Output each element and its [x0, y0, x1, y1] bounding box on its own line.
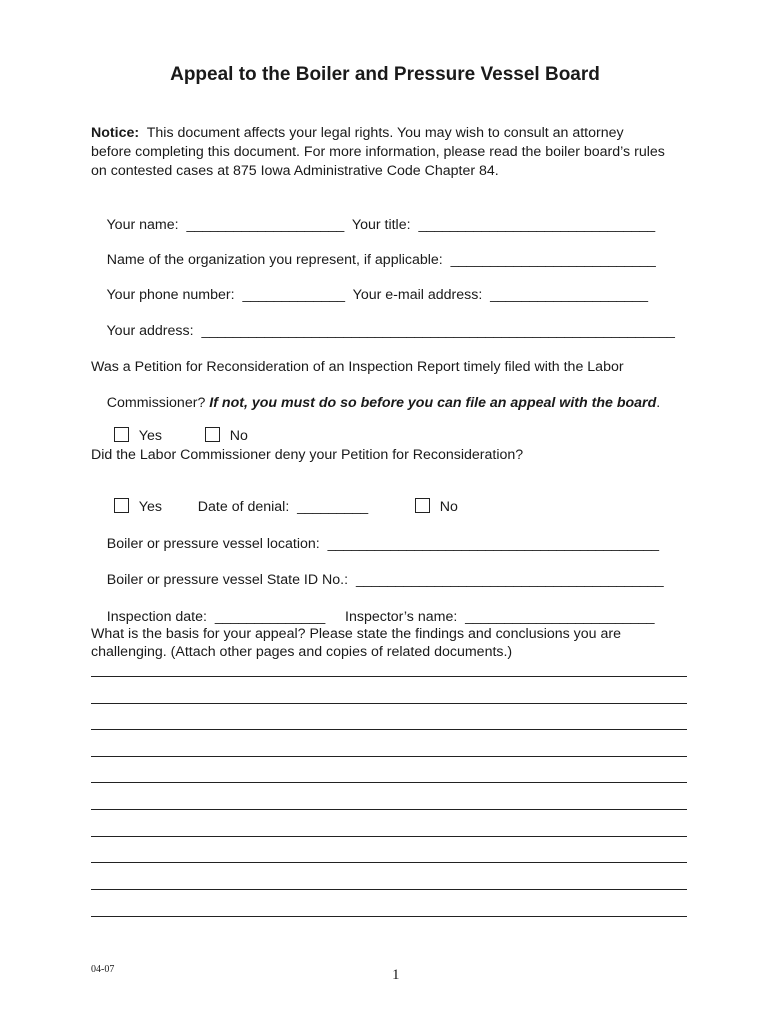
denial-yes-checkbox[interactable]: [114, 498, 129, 513]
petition-no-label: No: [229, 428, 248, 444]
basis-answer-line[interactable]: [91, 676, 687, 677]
address-field[interactable]: ____________________________________________________________: [201, 323, 675, 339]
basis-answer-line[interactable]: [91, 703, 687, 704]
email-label: Your e-mail address:: [352, 287, 483, 303]
basis-answer-line[interactable]: [91, 782, 687, 783]
denial-no-label: No: [439, 499, 458, 515]
petition-question-line-2: [91, 376, 660, 430]
vessel-location-field[interactable]: __________________________________________: [327, 536, 659, 552]
basis-question-line-1: What is the basis for your appeal? Please state the findings and conclusions you are: [91, 626, 621, 642]
notice-line-1: This document affects your legal rights. You may wish to consult an attorney: [146, 125, 624, 141]
basis-answer-line[interactable]: [91, 756, 687, 757]
vessel-id-field[interactable]: _______________________________________: [355, 572, 664, 588]
petition-question-plain: Commissioner?: [106, 395, 206, 411]
name-field[interactable]: ____________________: [186, 217, 345, 233]
denial-question: Did the Labor Commissioner deny your Petition for Reconsideration?: [91, 447, 524, 463]
basis-answer-line[interactable]: [91, 836, 687, 837]
inspector-name-field[interactable]: ________________________: [465, 609, 655, 625]
address-row: [91, 304, 675, 358]
notice-label: Notice:: [91, 125, 140, 141]
notice-paragraph: [91, 124, 731, 181]
form-title: Appeal to the Boiler and Pressure Vessel Board: [170, 64, 600, 85]
title-field[interactable]: ______________________________: [418, 217, 656, 233]
page-number: 1: [392, 967, 400, 983]
basis-answer-line[interactable]: [91, 916, 687, 917]
denial-date-field[interactable]: _________: [297, 499, 369, 515]
basis-answer-line[interactable]: [91, 862, 687, 863]
vessel-location-label: Boiler or pressure vessel location:: [106, 536, 320, 552]
petition-question-emphasis: If not, you must do so before you can file an appeal with the board: [209, 395, 657, 411]
petition-yes-label: Yes: [138, 428, 162, 444]
basis-answer-line[interactable]: [91, 809, 687, 810]
petition-question-line-1: Was a Petition for Reconsideration of an Inspection Report timely filed with the Labor: [91, 359, 624, 375]
title-label: Your title:: [351, 217, 411, 233]
petition-yes-checkbox[interactable]: [114, 427, 129, 442]
inspection-date-field[interactable]: ______________: [214, 609, 326, 625]
denial-date-label: Date of denial:: [197, 499, 290, 515]
address-label: Your address:: [106, 323, 194, 339]
basis-question-line-2: challenging. (Attach other pages and copies of related documents.): [91, 644, 513, 660]
inspection-date-label: Inspection date:: [106, 609, 207, 625]
organization-field[interactable]: __________________________: [450, 252, 656, 268]
basis-answer-line[interactable]: [91, 889, 687, 890]
petition-no-checkbox[interactable]: [205, 427, 220, 442]
form-revision-code: 04-07: [91, 964, 115, 975]
name-label: Your name:: [106, 217, 179, 233]
denial-yes-label: Yes: [138, 499, 162, 515]
notice-line-2: before completing this document. For more information, please read the boiler board’s rules: [91, 144, 665, 160]
petition-question-end: .: [656, 395, 661, 411]
email-field[interactable]: ____________________: [490, 287, 648, 303]
organization-label: Name of the organization you represent, if applicable:: [106, 252, 443, 268]
notice-line-3: on contested cases at 875 Iowa Administrative Code Chapter 84.: [91, 163, 499, 179]
vessel-id-label: Boiler or pressure vessel State ID No.:: [106, 572, 349, 588]
phone-label: Your phone number:: [106, 287, 235, 303]
inspector-name-label: Inspector’s name:: [345, 609, 458, 625]
phone-field[interactable]: _____________: [242, 287, 346, 303]
denial-no-checkbox[interactable]: [415, 498, 430, 513]
basis-answer-line[interactable]: [91, 729, 687, 730]
